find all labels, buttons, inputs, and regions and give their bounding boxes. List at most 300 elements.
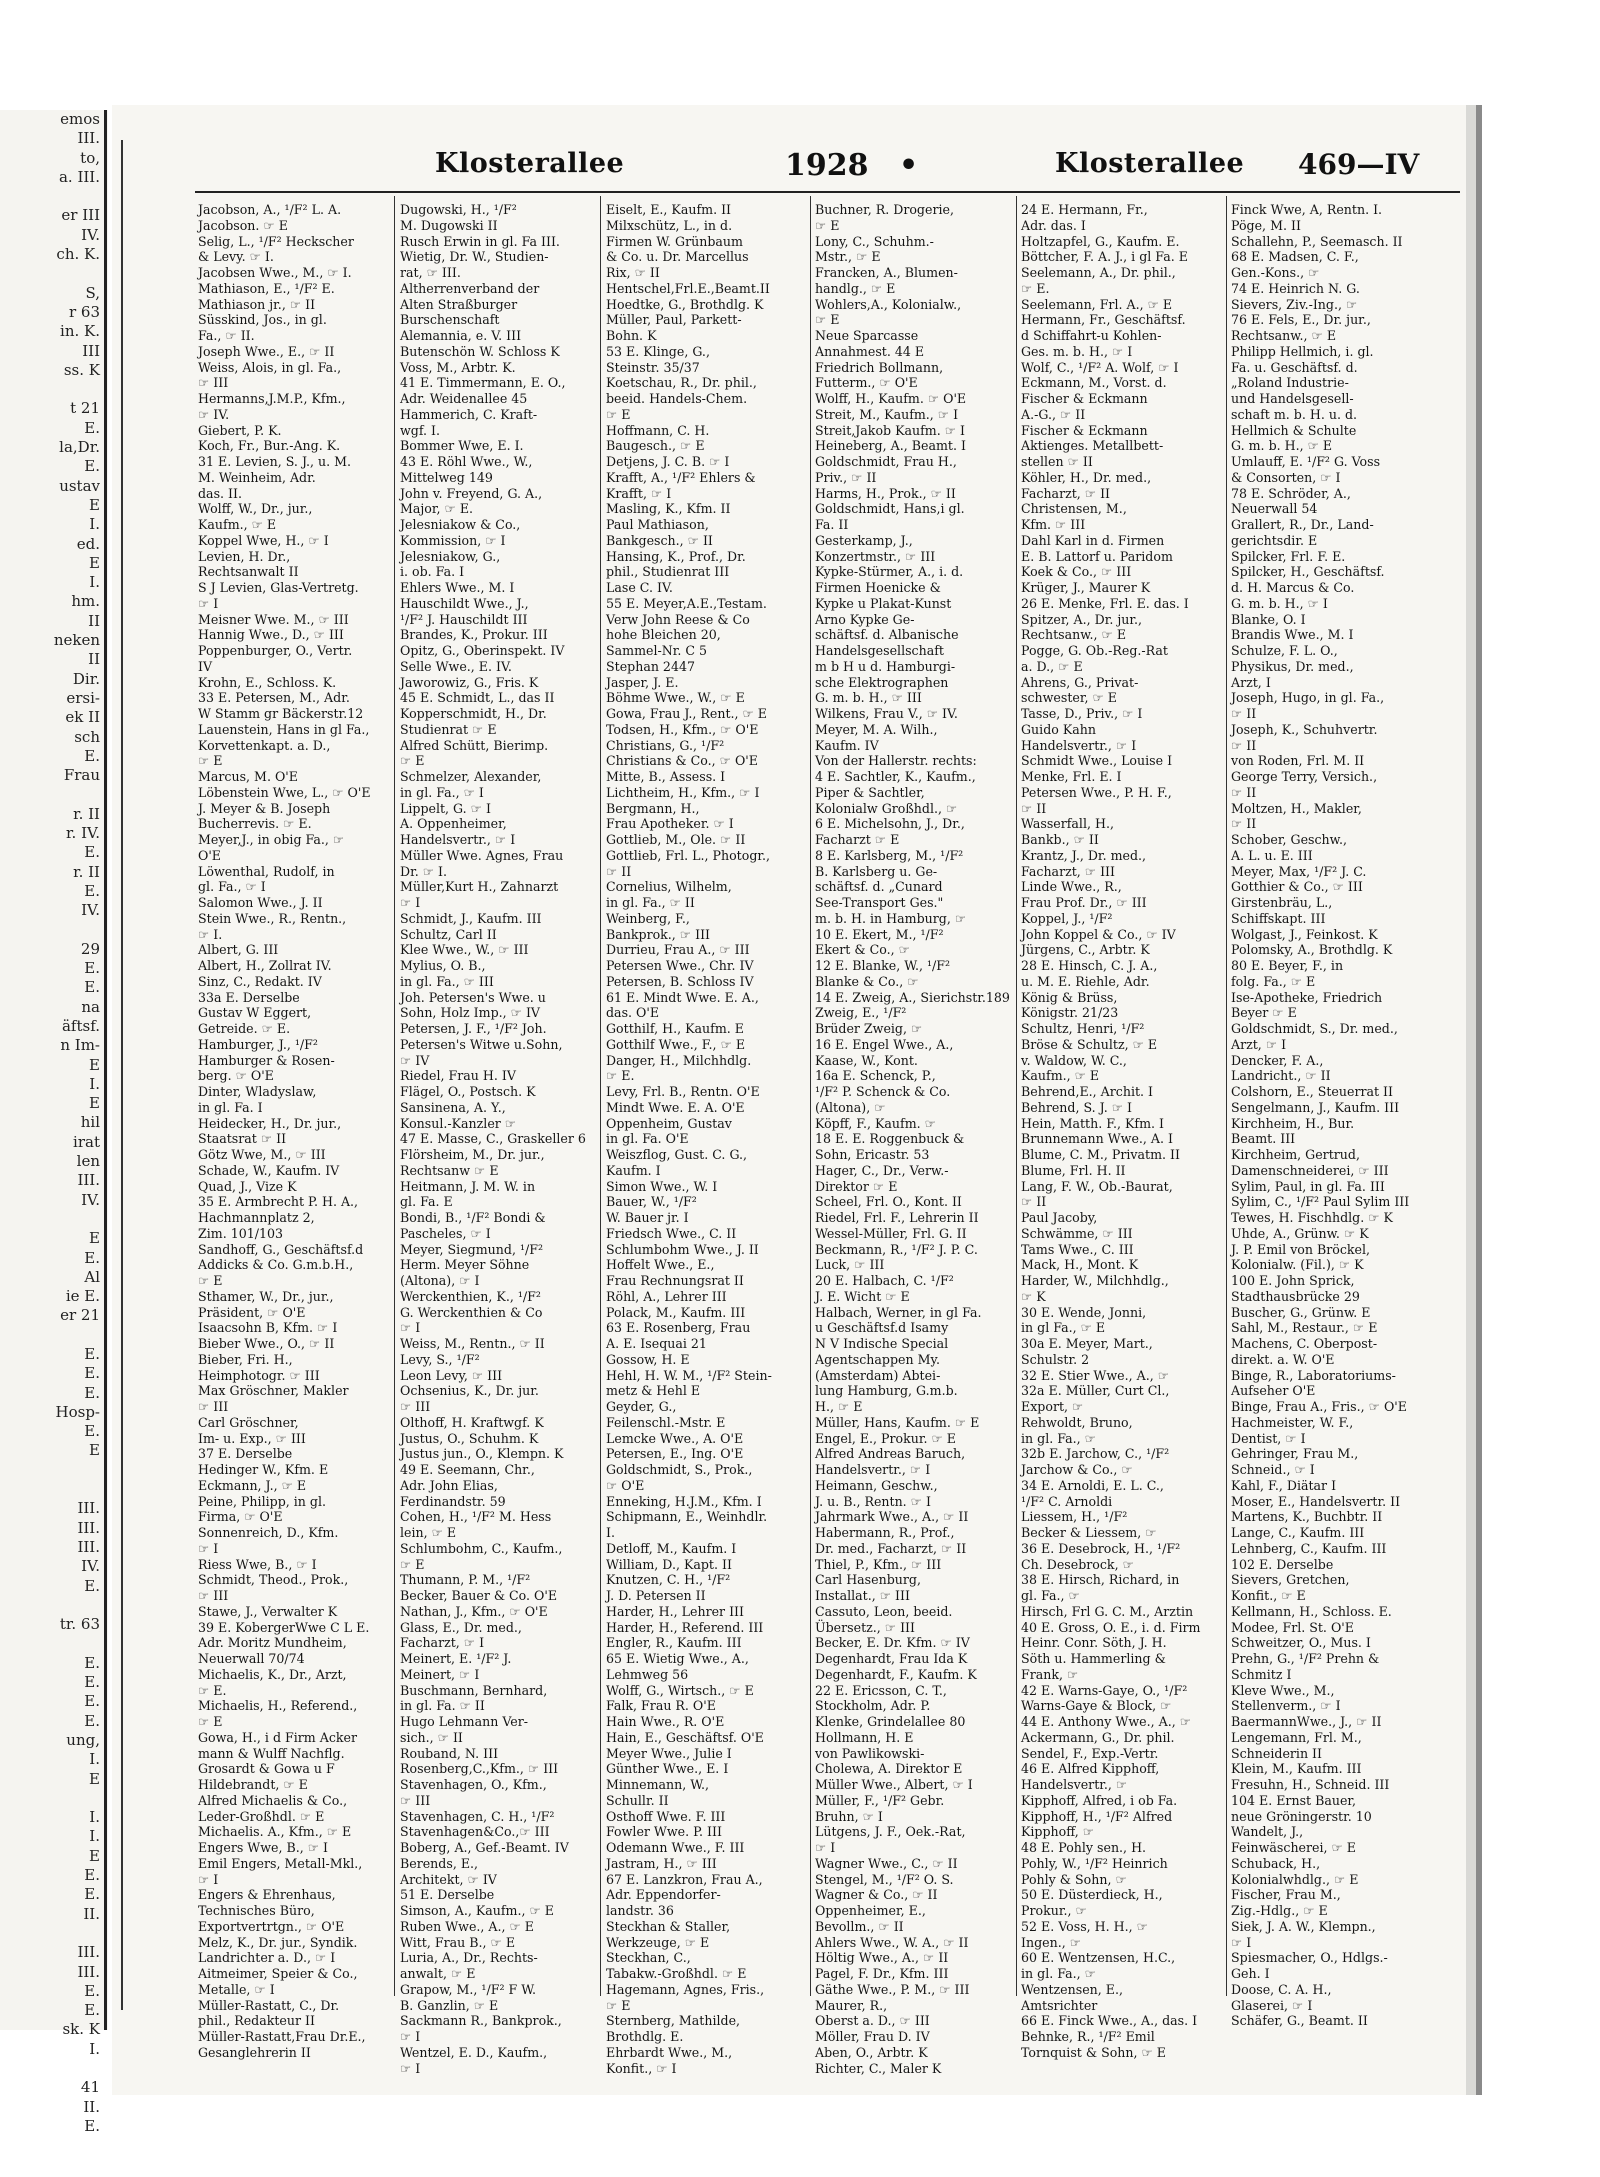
directory-entry-line: 32a E. Müller, Curt Cl., <box>1021 1383 1170 1399</box>
directory-entry-line: Facharzt, ☞ III <box>1021 863 1116 879</box>
directory-entry-line: Prokur., ☞ <box>1021 1903 1087 1918</box>
directory-entry-line: Schneid., ☞ I <box>1231 1462 1315 1477</box>
directory-entry-line: Leder-Großhdl. ☞ E <box>198 1808 325 1824</box>
directory-entry-line: Köhler, H., Dr. med., <box>1021 469 1152 485</box>
directory-entry-line: Alemannia, e. V. III <box>400 328 522 343</box>
directory-entry-line: Rechtsanwalt II <box>198 564 299 580</box>
directory-entry-line: Schulze, F. L. O., <box>1231 643 1338 658</box>
directory-entry-line: Arzt, I <box>1231 674 1271 690</box>
directory-entry-line: Exportvertrtgn., ☞ O'E <box>198 1918 345 1934</box>
directory-entry-line: 100 E. John Sprick, <box>1231 1273 1355 1288</box>
directory-entry-line: 33a E. Derselbe <box>198 989 300 1005</box>
directory-entry-line: Meyer, Max, ¹/F² J. C. <box>1231 863 1367 879</box>
directory-entry-line: Engel, E., Prokur. ☞ E <box>815 1430 957 1446</box>
directory-entry-line: Schober, Geschw., <box>1231 832 1347 847</box>
facing-page-fragment: t 21 <box>70 399 100 418</box>
directory-entry-line: wgf. I. <box>400 422 441 438</box>
directory-entry-line: Arzt, ☞ I <box>1231 1036 1287 1052</box>
directory-entry-line: Leon Levy, ☞ III <box>400 1367 503 1383</box>
directory-entry-line: Lange, C., Kaufm. III <box>1231 1525 1365 1540</box>
directory-entry-line: John v. Freyend, G. A., <box>400 485 543 501</box>
directory-entry-line: Bauer, W., ¹/F² <box>606 1194 697 1210</box>
directory-entry-line: Hansing, K., Prof., Dr. <box>606 548 746 564</box>
directory-entry-line: ☞ E <box>400 1556 425 1572</box>
directory-entry-line: Süsskind, Jos., in gl. <box>198 312 327 328</box>
directory-entry-line: Möller, Frau D. IV <box>815 2029 930 2044</box>
directory-entry-line: Schiffskapt. III <box>1231 910 1326 926</box>
directory-entry-line: W. Bauer jr. I <box>606 1210 689 1225</box>
directory-entry-line: Harms, H., Prok., ☞ II <box>815 485 956 501</box>
facing-page-fragment: tr. 63 <box>59 1615 100 1634</box>
directory-entry-line: Adr. John Elias, <box>400 1477 498 1493</box>
directory-entry-line: 49 E. Seemann, Chr., <box>400 1462 535 1477</box>
header-separator: • <box>899 148 919 183</box>
directory-entry-line: Handelsvertr., ☞ I <box>815 1462 931 1477</box>
directory-entry-line: Heidecker, H., Dr. jur., <box>198 1115 342 1131</box>
directory-entry-line: Schneiderin II <box>1231 1745 1323 1761</box>
directory-entry-line: Steckhan & Staller, <box>606 1918 731 1934</box>
directory-entry-line: Buscher, G., Grünw. E <box>1231 1304 1371 1320</box>
directory-entry-line: Feinwäscherei, ☞ E <box>1231 1840 1357 1855</box>
directory-entry-line: Riedel, Frl. F., Lehrerin II <box>815 1210 979 1225</box>
directory-entry-line: 48 E. Pohly sen., H. <box>1021 1840 1147 1855</box>
directory-entry-line: Friedsch Wwe., C. II <box>606 1225 737 1241</box>
directory-entry-line: Lengemann, Frl. M., <box>1231 1729 1362 1745</box>
facing-page-fragment: E. <box>84 1248 100 1267</box>
directory-entry-line: Sandhoff, G., Geschäftsf.d <box>198 1241 364 1257</box>
directory-entry-line: Sahl, M., Restaur., ☞ E <box>1231 1320 1378 1336</box>
facing-page-fragment: E. <box>84 1422 100 1441</box>
directory-entry-line: Koppel, J., ¹/F² <box>1021 910 1113 926</box>
directory-entry-line: Krüger, J., Maurer K <box>1021 580 1151 595</box>
directory-entry-line: Siek, J. A. W., Klempn., <box>1231 1918 1376 1934</box>
directory-entry-line: Rix, ☞ II <box>606 265 660 280</box>
directory-entry-line: Konfit., ☞ I <box>606 2060 677 2076</box>
directory-entry-line: Hoffelt Wwe., E., <box>606 1257 715 1273</box>
directory-entry-line: Stavenhagen, C. H., ¹/F² <box>400 1808 555 1824</box>
directory-entry-line: stellen ☞ II <box>1021 454 1093 469</box>
directory-entry-line: Werckenthien, K., ¹/F² <box>400 1288 541 1304</box>
directory-entry-line: ☞ E <box>198 1714 223 1729</box>
facing-page-fragment: I. <box>89 515 100 534</box>
directory-entry-line: 12 E. Blanke, W., ¹/F² <box>815 958 951 973</box>
directory-entry-line: ☞ III <box>198 1399 229 1414</box>
directory-entry-line: Jasper, J. E. <box>606 674 679 690</box>
facing-page-fragment: E. <box>84 1653 100 1672</box>
directory-entry-line: ☞ I <box>198 595 219 611</box>
directory-entry-line: Petersen Wwe., P. H. F., <box>1021 784 1172 800</box>
directory-entry-line: Blume, Frl. H. II <box>1021 1162 1126 1178</box>
directory-entry-line: Halbach, Werner, in gl Fa. <box>815 1304 982 1320</box>
directory-entry-line: Beckmann, R., ¹/F² J. P. C. <box>815 1241 978 1257</box>
directory-entry-line: Alfred Schütt, Bierimp. <box>400 737 549 753</box>
directory-entry-line: Albert, G. III <box>198 942 279 958</box>
directory-entry-line: Butenschön W. Schloss K <box>400 343 560 359</box>
directory-entry-line: Sendel, F., Exp.-Vertr. <box>1021 1745 1159 1761</box>
directory-entry-line: & Co. u. Dr. Marcellus <box>606 249 749 265</box>
column-divider <box>394 196 395 1996</box>
directory-entry-line: Sammel-Nr. C 5 <box>606 643 708 658</box>
directory-entry-line: Hildebrandt, ☞ E <box>198 1777 308 1792</box>
directory-entry-line: A.-G., ☞ II <box>1021 406 1086 422</box>
directory-entry-line: Bieber, Fri. H., <box>198 1351 293 1367</box>
directory-entry-line: Hein, Matth. F., Kfm. I <box>1021 1115 1165 1131</box>
directory-entry-line: Pagel, F. Dr., Kfm. III <box>815 1966 949 1981</box>
facing-page-fragment: in. K. <box>60 322 100 341</box>
directory-entry-line: Piper & Sachtler, <box>815 784 925 800</box>
directory-entry-line: Rechtsanw., ☞ E <box>1021 627 1127 643</box>
facing-page-fragment: Al <box>84 1267 100 1286</box>
directory-entry-line: Bankprok., ☞ III <box>606 926 711 942</box>
directory-entry-line: Warns-Gaye & Block, ☞ <box>1021 1698 1172 1714</box>
facing-page-fragment: len <box>76 1152 100 1171</box>
directory-entry-line: Facharzt, ☞ I <box>400 1635 485 1651</box>
directory-entry-line: Habermann, R., Prof., <box>815 1525 955 1540</box>
directory-entry-line: Harder, W., Milchhdlg., <box>1021 1273 1169 1288</box>
directory-entry-line: Lehmweg 56 <box>606 1666 689 1682</box>
directory-entry-line: Alfred Andreas Baruch, <box>815 1446 966 1462</box>
directory-entry-line: ☞ E <box>198 753 223 769</box>
facing-page-fragment: r. IV. <box>66 823 100 842</box>
directory-entry-line: Beyer ☞ E <box>1231 1005 1297 1021</box>
directory-entry-line: Colshorn, E., Steuerrat II <box>1231 1084 1394 1099</box>
directory-entry-line: Müller, F., ¹/F² Gebr. <box>815 1792 945 1808</box>
directory-entry-line: Ferdinandstr. 59 <box>400 1493 506 1509</box>
directory-entry-line: Jacobson, A., ¹/F² L. A. <box>198 202 342 217</box>
directory-entry-line: in gl. Fa. I <box>198 1099 263 1115</box>
facing-page-fragment: II <box>88 611 100 630</box>
previous-page-edge <box>0 110 108 2135</box>
directory-entry-line: Frank, ☞ <box>1021 1666 1079 1682</box>
directory-entry-line: Müller-Rastatt,Frau Dr.E., <box>198 2029 366 2044</box>
directory-entry-line: Mitte, B., Assess. I <box>606 769 726 784</box>
directory-entry-line: Stavenhagen&Co.,☞ III <box>400 1824 550 1840</box>
directory-entry-line: Wasserfall, H., <box>1021 816 1114 832</box>
facing-page-fragment: I. <box>89 2039 100 2058</box>
directory-entry-line: Stellenverm., ☞ I <box>1231 1698 1341 1714</box>
directory-entry-line: Hermanns,J.M.P., Kfm., <box>198 391 346 406</box>
directory-entry-line: a. D., ☞ E <box>1021 658 1083 674</box>
directory-entry-line: Levy, Frl. B., Rentn. O'E <box>606 1084 760 1099</box>
directory-entry-line: Flörsheim, M., Dr. jur., <box>400 1147 545 1162</box>
directory-entry-line: Klenke, Grindelallee 80 <box>815 1714 966 1729</box>
directory-entry-line: handlg., ☞ E <box>815 280 896 296</box>
directory-entry-line: hohe Bleichen 20, <box>606 627 721 643</box>
directory-entry-line: in gl. Fa., ☞ <box>1021 1966 1096 1981</box>
directory-entry-line: 34 E. Arnoldi, E. L. C., <box>1021 1477 1164 1493</box>
directory-entry-line: Engers Wwe, B., ☞ I <box>198 1840 329 1855</box>
directory-entry-line: Mylius, O. B., <box>400 958 486 973</box>
directory-entry-line: Lichtheim, H., Kfm., ☞ I <box>606 784 760 800</box>
directory-entry-line: 47 E. Masse, C., Graskeller 6 <box>400 1131 586 1147</box>
directory-entry-line: Carl Hasenburg, <box>815 1572 921 1588</box>
directory-entry-line: Kolonialwhdlg., ☞ E <box>1231 1871 1359 1887</box>
facing-page-fragment: III. <box>77 1943 100 1962</box>
facing-page-fragment: E <box>89 1441 100 1460</box>
directory-entry-line: Metalle, ☞ I <box>198 1981 275 1997</box>
directory-entry-line: Addicks & Co. G.m.b.H., <box>198 1257 354 1273</box>
facing-page-fragment: III. <box>77 1962 100 1981</box>
directory-entry-line: Herm. Meyer Söhne <box>400 1257 530 1273</box>
directory-entry-line: 20 E. Halbach, C. ¹/F² <box>815 1273 954 1288</box>
facing-page-fragment: III. <box>77 1518 100 1537</box>
directory-entry-line: Salomon Wwe., J. II <box>198 895 323 910</box>
directory-entry-line: A. E. Isequai 21 <box>606 1336 707 1351</box>
facing-page-fragment: E. <box>84 1345 100 1363</box>
directory-entry-line: Meyer, Siegmund, ¹/F² <box>400 1241 544 1257</box>
directory-entry-line: BaermannWwe., J., ☞ II <box>1231 1714 1382 1729</box>
directory-entry-line: Firmen W. Grünbaum <box>606 233 743 249</box>
directory-entry-line: Koppel Wwe, H., ☞ I <box>198 532 329 548</box>
directory-entry-line: Fischer & Eckmann <box>1021 422 1148 438</box>
directory-entry-line: Luck, ☞ III <box>815 1257 885 1273</box>
directory-entry-line: Levien, H. Dr., <box>198 548 291 564</box>
directory-entry-line: Feilenschl.-Mstr. E <box>606 1414 726 1430</box>
directory-entry-line: Melz, K., Dr. jur., Syndik. <box>198 1934 358 1950</box>
directory-entry-line: Holtzapfel, G., Kaufm. E. <box>1021 233 1180 249</box>
directory-entry-line: v. Waldow, W. C., <box>1021 1052 1127 1068</box>
directory-entry-line: Schmitz I <box>1231 1666 1292 1682</box>
directory-entry-line: Tabakw.-Großhdl. ☞ E <box>606 1966 747 1981</box>
directory-entry-line: Annahmest. 44 E <box>815 343 925 359</box>
directory-entry-line: Olthoff, H. Kraftwgf. K <box>400 1414 544 1430</box>
directory-entry-line: Spilcker, Frl. F. E. <box>1231 548 1346 564</box>
directory-entry-line: Girstenbräu, L., <box>1231 895 1333 910</box>
directory-entry-line: Fa. II <box>815 517 849 532</box>
facing-page-fragment: I. <box>89 1808 100 1827</box>
directory-entry-line: & Levy. ☞ I. <box>198 249 274 265</box>
directory-entry-line: Brandis Wwe., M. I <box>1231 627 1354 643</box>
directory-entry-line: lein, ☞ E <box>400 1525 457 1540</box>
directory-entry-line: 32b E. Jarchow, C., ¹/F² <box>1021 1446 1170 1462</box>
directory-entry-line: Altherrenverband der <box>400 280 540 296</box>
directory-entry-line: Schallehn, P., Seemasch. II <box>1231 233 1403 249</box>
directory-entry-line: Bucherrevis. ☞ E. <box>198 816 312 832</box>
directory-entry-line: Gehringer, Frau M., <box>1231 1446 1359 1462</box>
directory-entry-line: gl. Fa., ☞ I <box>198 879 266 895</box>
directory-entry-line: Jacobson. ☞ E <box>198 217 288 233</box>
directory-entry-line: Harder, H., Referend. III <box>606 1619 764 1635</box>
directory-entry-line: Sengelmann, J., Kaufm. III <box>1231 1099 1400 1115</box>
directory-entry-line: Petersen, E., Ing. O'E <box>606 1446 744 1462</box>
page-right-edge <box>1466 105 1476 2095</box>
directory-entry-line: Wolff, G., Wirtsch., ☞ E <box>606 1682 754 1698</box>
directory-entry-line: 61 E. Mindt Wwe. E. A., <box>606 989 759 1005</box>
directory-entry-line: Mindt Wwe. E. A. O'E <box>606 1099 745 1115</box>
facing-page-fragment: III. <box>77 1537 100 1556</box>
facing-page-fragment: E. <box>84 1885 100 1904</box>
directory-entry-line: Lehnberg, C., Kaufm. III <box>1231 1540 1387 1556</box>
directory-entry-line: ☞ E <box>815 217 840 233</box>
directory-entry-line: Osthoff Wwe. F. III <box>606 1808 726 1824</box>
facing-page-fragment <box>0 187 108 206</box>
directory-entry-line: ☞ II <box>1021 800 1047 816</box>
facing-page-fragment: I. <box>89 1074 100 1093</box>
directory-entry-line: Jahrmark Wwe., A., ☞ II <box>815 1509 969 1525</box>
directory-entry-line: N V Indische Special <box>815 1336 949 1351</box>
page-right-shadow <box>1476 105 1482 2095</box>
directory-entry-line: Sievers, Ziv.-Ing., ☞ <box>1231 296 1358 312</box>
directory-entry-line: Hannig Wwe., D., ☞ III <box>198 627 344 643</box>
facing-page-fragment <box>0 1596 108 1615</box>
directory-entry-line: Wolgast, J., Feinkost. K <box>1231 926 1378 942</box>
directory-entry-line: O'E <box>198 847 221 863</box>
directory-entry-line: Ise-Apotheke, Friedrich <box>1231 989 1383 1005</box>
directory-entry-line: Rechtsanw ☞ E <box>400 1162 499 1178</box>
directory-entry-line: Sohn, Ericastr. 53 <box>815 1147 930 1162</box>
directory-entry-line: Emil Engers, Metall-Mkl., <box>198 1855 363 1871</box>
facing-page-fragment: ustav <box>59 476 100 495</box>
directory-entry-line: Buschmann, Bernhard, <box>400 1682 548 1698</box>
directory-entry-line: Müller Wwe., Albert, ☞ I <box>815 1777 973 1792</box>
directory-entry-line: Hirsch, Frl G. C. M., Arztin <box>1021 1603 1194 1619</box>
directory-entry-line: Kolonialw Großhdl., ☞ <box>815 800 958 816</box>
directory-entry-line: Glaserei, ☞ I <box>1231 1997 1313 2013</box>
directory-entry-line: gl. Fa., ☞ <box>1021 1588 1080 1603</box>
directory-entry-line: William, D., Kapt. II <box>606 1556 732 1572</box>
directory-entry-line: Kommission, ☞ I <box>400 532 506 548</box>
directory-entry-line: und Handelsgesell- <box>1231 391 1354 406</box>
directory-entry-line: Finck Wwe, A, Rentn. I. <box>1231 202 1383 217</box>
directory-entry-line: Firmen Hoenicke & <box>815 580 941 595</box>
directory-entry-line: Beamt. III <box>1231 1131 1296 1147</box>
facing-page-fragment: III. <box>77 1499 100 1518</box>
directory-entry-line: Ingen., ☞ <box>1021 1934 1082 1950</box>
directory-entry-line: Pohly, W., ¹/F² Heinrich <box>1021 1855 1168 1871</box>
directory-entry-line: Spiesmacher, O., Hdlgs.- <box>1231 1950 1388 1966</box>
street-title-left: Klosterallee <box>435 148 625 179</box>
directory-entry-line: H., ☞ E <box>815 1399 863 1414</box>
directory-entry-line: Lemcke Wwe., A. O'E <box>606 1430 744 1446</box>
directory-entry-line: folg. Fa., ☞ E <box>1231 973 1316 989</box>
facing-page-fragment: 41 <box>80 2078 100 2097</box>
facing-page-fragment: III. <box>77 1171 100 1190</box>
directory-entry-line: 53 E. Klinge, G., <box>606 343 710 359</box>
directory-entry-line: schäftsf. d. „Cunard <box>815 879 943 895</box>
directory-entry-line: Kellmann, H., Schloss. E. <box>1231 1603 1392 1619</box>
directory-entry-line: Schlumbohm, C., Kaufm., <box>400 1540 563 1556</box>
directory-entry-line: George Terry, Versich., <box>1231 769 1378 784</box>
directory-entry-line: Löbenstein Wwe, L., ☞ O'E <box>198 784 371 800</box>
directory-entry-line: Seelemann, Frl. A., ☞ E <box>1021 296 1173 312</box>
directory-entry-line: Zig.-Hdlg., ☞ E <box>1231 1903 1328 1918</box>
directory-entry-line: Rehwoldt, Bruno, <box>1021 1414 1133 1430</box>
directory-entry-line: Hamburger, J., ¹/F² <box>198 1036 318 1052</box>
directory-entry-line: Wagner & Co., ☞ II <box>815 1887 938 1903</box>
facing-page-fragment: Hosp- <box>55 1402 100 1421</box>
directory-entry-line: Wilkens, Frau V., ☞ IV. <box>815 706 958 721</box>
directory-entry-line: Spitzer, A., Dr. jur., <box>1021 611 1143 627</box>
directory-entry-line: Rouband, N. III <box>400 1745 499 1761</box>
directory-entry-line: 67 E. Lanzkron, Frau A., <box>606 1871 763 1887</box>
directory-entry-line: Kirchheim, H., Bur. <box>1231 1115 1355 1131</box>
directory-entry-line: Export, ☞ <box>1021 1399 1084 1414</box>
directory-entry-line: Hellmich & Schulte <box>1231 422 1357 438</box>
directory-entry-line: Handelsvertr., ☞ I <box>1021 737 1137 753</box>
directory-entry-line: B. Karlsberg u. Ge- <box>815 863 938 879</box>
directory-entry-line: Wandelt, J., <box>1231 1824 1304 1840</box>
directory-entry-line: Stawe, J., Verwalter K <box>198 1603 338 1619</box>
directory-entry-line: Kipphoff, ☞ <box>1021 1824 1095 1840</box>
directory-entry-line: Königstr. 21/23 <box>1021 1005 1119 1021</box>
directory-entry-line: Von der Hallerstr. rechts: <box>815 753 977 769</box>
directory-entry-line: Fischer & Eckmann <box>1021 391 1148 406</box>
directory-entry-line: Kypke u Plakat-Kunst <box>815 595 952 611</box>
directory-entry-line: W Stamm gr Bäckerstr.12 <box>198 706 364 721</box>
directory-entry-line: Wessel-Müller, Frl. G. II <box>815 1225 967 1241</box>
facing-page-fragment: S, <box>85 283 100 302</box>
directory-entry-line: Cholewa, A. Direktor E <box>815 1761 963 1777</box>
directory-entry-line: Ges. m. b. H., ☞ I <box>1021 343 1133 359</box>
directory-entry-line: ☞ E. <box>198 1682 227 1698</box>
directory-entry-line: Schäfer, G., Beamt. II <box>1231 2013 1368 2029</box>
directory-entry-line: Levy, S., ¹/F² <box>400 1351 480 1367</box>
directory-entry-line: von Pawlikowski- <box>815 1745 925 1761</box>
directory-entry-line: Joseph Wwe., E., ☞ II <box>198 343 335 359</box>
directory-entry-line: Bankgesch., ☞ II <box>606 532 713 548</box>
directory-entry-line: Dencker, F. A., <box>1231 1052 1324 1068</box>
directory-entry-line: ☞ I <box>400 2060 421 2076</box>
directory-entry-line: u Geschäftsf.d Isamy <box>815 1320 949 1336</box>
directory-entry-line: Ekert & Co., ☞ <box>815 942 910 958</box>
facing-page-fragment: hil <box>80 1113 100 1132</box>
directory-entry-line: Tornquist & Sohn, ☞ E <box>1021 2044 1166 2060</box>
directory-entry-line: Ruben Wwe., A., ☞ E <box>400 1918 534 1934</box>
directory-entry-line: Christensen, M., <box>1021 501 1127 517</box>
directory-entry-line: Sohn, Holz Imp., ☞ IV <box>400 1005 541 1021</box>
column-divider <box>600 196 601 1996</box>
directory-entry-line: M. Dugowski II <box>400 217 498 233</box>
directory-entry-line: 41 E. Timmermann, E. O., <box>400 375 566 391</box>
directory-entry-line: Architekt, ☞ IV <box>400 1871 497 1887</box>
facing-page-fragment <box>0 920 108 939</box>
facing-page-fragment: ersi- <box>66 688 100 707</box>
directory-entry-line: Korvettenkapt. a. D., <box>198 737 331 753</box>
directory-entry-line: 35 E. Armbrecht P. H. A., <box>198 1194 359 1210</box>
directory-entry-line: Weiss, M., Rentn., ☞ II <box>400 1336 545 1351</box>
directory-entry-line: „Roland Industrie- <box>1231 375 1349 391</box>
directory-entry-line: Stengel, M., ¹/F² O. S. <box>815 1871 954 1887</box>
directory-entry-line: Witt, Frau B., ☞ E <box>400 1934 516 1950</box>
facing-page-fragment <box>0 785 108 804</box>
directory-entry-line: (Altona), ☞ <box>815 1099 886 1115</box>
directory-entry-line: 14 E. Zweig, A., Sierichstr.189 <box>815 989 1010 1005</box>
directory-entry-line: Neuerwall 54 <box>1231 501 1318 517</box>
directory-entry-line: Eckmann, J., ☞ E <box>198 1477 307 1493</box>
directory-entry-line: Koek & Co., ☞ III <box>1021 564 1132 580</box>
facing-page-fragment: ch. K. <box>56 245 100 264</box>
directory-entry-line: Liessem, H., ¹/F² <box>1021 1509 1128 1525</box>
facing-page-fragment <box>0 1789 108 1808</box>
directory-entry-line: Becker, E. Dr. Kfm. ☞ IV <box>815 1635 970 1651</box>
facing-page-fragment: 29 <box>80 939 100 958</box>
directory-entry-line: Berends, E., <box>400 1855 479 1871</box>
directory-entry-line: Kfm. ☞ III <box>1021 517 1086 532</box>
facing-page-fragment: III. <box>77 129 100 148</box>
directory-entry-line: 6 E. Michelsohn, J., Dr., <box>815 816 965 832</box>
directory-entry-line: ¹/F² C. Arnoldi <box>1021 1493 1113 1509</box>
facing-page-fragment <box>0 1326 108 1345</box>
directory-entry-line: Blanke, O. I <box>1231 611 1306 627</box>
directory-entry-line: Hentschel,Frl.E.,Beamt.II <box>606 280 770 296</box>
directory-entry-line: J. Meyer & B. Joseph <box>198 800 331 816</box>
directory-entry-line: Alten Straßburger <box>400 296 518 312</box>
directory-entry-line: Martens, K., Buchbtr. II <box>1231 1509 1383 1525</box>
directory-entry-line: Wolf, C., ¹/F² A. Wolf, ☞ I <box>1021 359 1179 375</box>
directory-entry-line: Dr. med., Facharzt, ☞ II <box>815 1540 967 1556</box>
directory-entry-line: Max Gröschner, Makler <box>198 1383 349 1399</box>
directory-entry-line: Kolonialw. (Fil.), ☞ K <box>1231 1257 1364 1273</box>
